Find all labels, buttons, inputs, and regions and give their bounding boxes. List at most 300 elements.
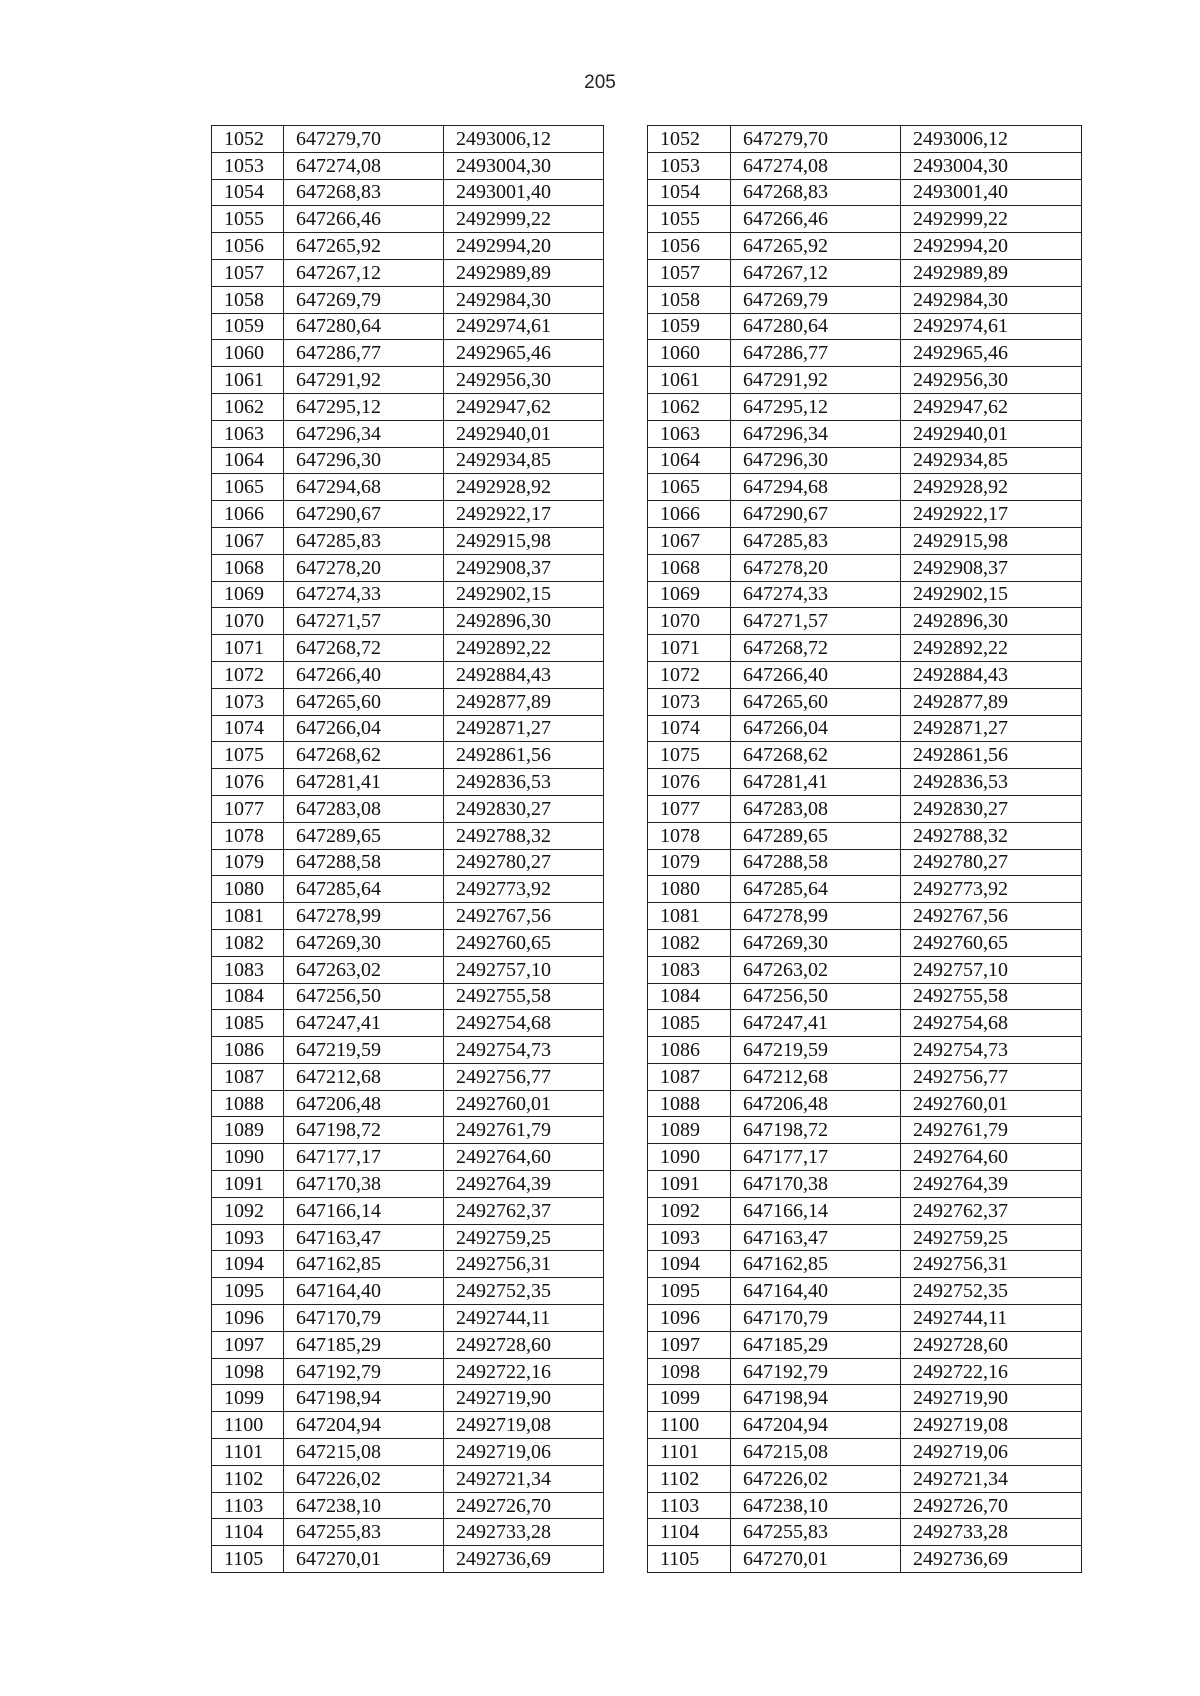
left-y-coordinate-cell: 2492902,15 [444, 581, 604, 608]
left-x-coordinate-cell: 647177,17 [284, 1144, 444, 1171]
column-gap [604, 474, 648, 501]
right-point-number-cell: 1058 [648, 286, 731, 313]
right-point-number-cell: 1091 [648, 1171, 731, 1198]
coordinates-table-body [212, 126, 1082, 1573]
left-y-coordinate-cell: 2492871,27 [444, 715, 604, 742]
table-row [212, 447, 1082, 474]
right-y-coordinate-cell: 2492756,77 [901, 1063, 1082, 1090]
column-gap [604, 956, 648, 983]
right-x-coordinate-cell: 647204,94 [731, 1412, 901, 1439]
left-y-coordinate-cell: 2492764,39 [444, 1171, 604, 1198]
left-y-coordinate-cell: 2492915,98 [444, 527, 604, 554]
right-x-coordinate-cell: 647162,85 [731, 1251, 901, 1278]
right-y-coordinate-cell: 2492994,20 [901, 233, 1082, 260]
table-row [212, 393, 1082, 420]
right-x-coordinate-cell: 647265,92 [731, 233, 901, 260]
table-row [212, 126, 1082, 153]
right-y-coordinate-cell: 2493004,30 [901, 152, 1082, 179]
left-point-number-cell: 1076 [212, 769, 284, 796]
right-point-number-cell: 1077 [648, 795, 731, 822]
table-row [212, 1090, 1082, 1117]
right-x-coordinate-cell: 647215,08 [731, 1439, 901, 1466]
right-x-coordinate-cell: 647268,62 [731, 742, 901, 769]
right-x-coordinate-cell: 647285,64 [731, 876, 901, 903]
left-x-coordinate-cell: 647162,85 [284, 1251, 444, 1278]
right-y-coordinate-cell: 2492760,01 [901, 1090, 1082, 1117]
right-point-number-cell: 1053 [648, 152, 731, 179]
left-point-number-cell: 1065 [212, 474, 284, 501]
right-point-number-cell: 1060 [648, 340, 731, 367]
left-x-coordinate-cell: 647268,83 [284, 179, 444, 206]
left-y-coordinate-cell: 2493001,40 [444, 179, 604, 206]
table-row [212, 1412, 1082, 1439]
right-x-coordinate-cell: 647226,02 [731, 1465, 901, 1492]
left-point-number-cell: 1052 [212, 126, 284, 153]
table-row [212, 206, 1082, 233]
table-row [212, 929, 1082, 956]
column-gap [604, 1197, 648, 1224]
right-y-coordinate-cell: 2492934,85 [901, 447, 1082, 474]
right-y-coordinate-cell: 2492836,53 [901, 769, 1082, 796]
right-point-number-cell: 1075 [648, 742, 731, 769]
right-point-number-cell: 1104 [648, 1519, 731, 1546]
right-x-coordinate-cell: 647286,77 [731, 340, 901, 367]
left-y-coordinate-cell: 2492767,56 [444, 903, 604, 930]
right-y-coordinate-cell: 2492764,39 [901, 1171, 1082, 1198]
column-gap [604, 527, 648, 554]
right-point-number-cell: 1070 [648, 608, 731, 635]
right-x-coordinate-cell: 647274,08 [731, 152, 901, 179]
right-y-coordinate-cell: 2492965,46 [901, 340, 1082, 367]
left-y-coordinate-cell: 2492764,60 [444, 1144, 604, 1171]
left-point-number-cell: 1069 [212, 581, 284, 608]
right-point-number-cell: 1080 [648, 876, 731, 903]
right-x-coordinate-cell: 647266,46 [731, 206, 901, 233]
left-y-coordinate-cell: 2492752,35 [444, 1278, 604, 1305]
left-point-number-cell: 1102 [212, 1465, 284, 1492]
right-y-coordinate-cell: 2492780,27 [901, 849, 1082, 876]
right-y-coordinate-cell: 2493006,12 [901, 126, 1082, 153]
left-x-coordinate-cell: 647270,01 [284, 1546, 444, 1573]
column-gap [604, 1412, 648, 1439]
left-y-coordinate-cell: 2492965,46 [444, 340, 604, 367]
column-gap [604, 447, 648, 474]
right-y-coordinate-cell: 2492764,60 [901, 1144, 1082, 1171]
column-gap [604, 742, 648, 769]
left-x-coordinate-cell: 647283,08 [284, 795, 444, 822]
left-y-coordinate-cell: 2492728,60 [444, 1331, 604, 1358]
left-point-number-cell: 1068 [212, 554, 284, 581]
left-y-coordinate-cell: 2492989,89 [444, 259, 604, 286]
right-point-number-cell: 1079 [648, 849, 731, 876]
left-point-number-cell: 1105 [212, 1546, 284, 1573]
left-y-coordinate-cell: 2492940,01 [444, 420, 604, 447]
column-gap [604, 608, 648, 635]
right-point-number-cell: 1105 [648, 1546, 731, 1573]
right-point-number-cell: 1061 [648, 367, 731, 394]
right-y-coordinate-cell: 2493001,40 [901, 179, 1082, 206]
right-x-coordinate-cell: 647296,30 [731, 447, 901, 474]
left-point-number-cell: 1059 [212, 313, 284, 340]
right-y-coordinate-cell: 2492752,35 [901, 1278, 1082, 1305]
table-row [212, 983, 1082, 1010]
right-point-number-cell: 1054 [648, 179, 731, 206]
left-x-coordinate-cell: 647268,62 [284, 742, 444, 769]
table-row [212, 1224, 1082, 1251]
left-point-number-cell: 1100 [212, 1412, 284, 1439]
right-x-coordinate-cell: 647206,48 [731, 1090, 901, 1117]
right-point-number-cell: 1100 [648, 1412, 731, 1439]
right-y-coordinate-cell: 2492940,01 [901, 420, 1082, 447]
right-x-coordinate-cell: 647238,10 [731, 1492, 901, 1519]
left-point-number-cell: 1094 [212, 1251, 284, 1278]
right-x-coordinate-cell: 647280,64 [731, 313, 901, 340]
left-y-coordinate-cell: 2492861,56 [444, 742, 604, 769]
left-y-coordinate-cell: 2492896,30 [444, 608, 604, 635]
table-row [212, 822, 1082, 849]
right-point-number-cell: 1062 [648, 393, 731, 420]
table-row [212, 1278, 1082, 1305]
left-point-number-cell: 1096 [212, 1305, 284, 1332]
left-point-number-cell: 1080 [212, 876, 284, 903]
left-x-coordinate-cell: 647256,50 [284, 983, 444, 1010]
right-y-coordinate-cell: 2492719,06 [901, 1439, 1082, 1466]
table-row [212, 715, 1082, 742]
right-y-coordinate-cell: 2492999,22 [901, 206, 1082, 233]
table-row [212, 501, 1082, 528]
right-point-number-cell: 1068 [648, 554, 731, 581]
table-row [212, 1037, 1082, 1064]
left-point-number-cell: 1098 [212, 1358, 284, 1385]
left-x-coordinate-cell: 647263,02 [284, 956, 444, 983]
table-row [212, 956, 1082, 983]
left-y-coordinate-cell: 2492754,68 [444, 1010, 604, 1037]
table-row [212, 474, 1082, 501]
left-y-coordinate-cell: 2492722,16 [444, 1358, 604, 1385]
left-y-coordinate-cell: 2492947,62 [444, 393, 604, 420]
left-x-coordinate-cell: 647215,08 [284, 1439, 444, 1466]
left-x-coordinate-cell: 647198,72 [284, 1117, 444, 1144]
column-gap [604, 1037, 648, 1064]
right-x-coordinate-cell: 647271,57 [731, 608, 901, 635]
left-point-number-cell: 1075 [212, 742, 284, 769]
left-point-number-cell: 1089 [212, 1117, 284, 1144]
column-gap [604, 1117, 648, 1144]
left-point-number-cell: 1103 [212, 1492, 284, 1519]
left-y-coordinate-cell: 2493004,30 [444, 152, 604, 179]
left-point-number-cell: 1087 [212, 1063, 284, 1090]
right-point-number-cell: 1095 [648, 1278, 731, 1305]
left-y-coordinate-cell: 2492877,89 [444, 688, 604, 715]
right-point-number-cell: 1089 [648, 1117, 731, 1144]
right-x-coordinate-cell: 647256,50 [731, 983, 901, 1010]
left-y-coordinate-cell: 2492762,37 [444, 1197, 604, 1224]
column-gap [604, 152, 648, 179]
left-point-number-cell: 1093 [212, 1224, 284, 1251]
left-y-coordinate-cell: 2492780,27 [444, 849, 604, 876]
table-row [212, 233, 1082, 260]
column-gap [604, 849, 648, 876]
right-x-coordinate-cell: 647278,99 [731, 903, 901, 930]
left-point-number-cell: 1090 [212, 1144, 284, 1171]
left-point-number-cell: 1101 [212, 1439, 284, 1466]
left-point-number-cell: 1091 [212, 1171, 284, 1198]
right-y-coordinate-cell: 2492896,30 [901, 608, 1082, 635]
right-x-coordinate-cell: 647266,04 [731, 715, 901, 742]
right-point-number-cell: 1103 [648, 1492, 731, 1519]
left-point-number-cell: 1079 [212, 849, 284, 876]
left-x-coordinate-cell: 647269,30 [284, 929, 444, 956]
column-gap [604, 367, 648, 394]
right-point-number-cell: 1081 [648, 903, 731, 930]
right-point-number-cell: 1092 [648, 1197, 731, 1224]
left-x-coordinate-cell: 647163,47 [284, 1224, 444, 1251]
right-x-coordinate-cell: 647291,92 [731, 367, 901, 394]
left-y-coordinate-cell: 2492788,32 [444, 822, 604, 849]
left-point-number-cell: 1082 [212, 929, 284, 956]
table-row [212, 608, 1082, 635]
right-point-number-cell: 1097 [648, 1331, 731, 1358]
column-gap [604, 903, 648, 930]
column-gap [604, 1492, 648, 1519]
right-x-coordinate-cell: 647198,72 [731, 1117, 901, 1144]
left-point-number-cell: 1077 [212, 795, 284, 822]
left-x-coordinate-cell: 647285,83 [284, 527, 444, 554]
right-x-coordinate-cell: 647163,47 [731, 1224, 901, 1251]
left-x-coordinate-cell: 647204,94 [284, 1412, 444, 1439]
left-x-coordinate-cell: 647271,57 [284, 608, 444, 635]
right-y-coordinate-cell: 2492761,79 [901, 1117, 1082, 1144]
column-gap [604, 661, 648, 688]
left-x-coordinate-cell: 647226,02 [284, 1465, 444, 1492]
left-point-number-cell: 1085 [212, 1010, 284, 1037]
left-point-number-cell: 1097 [212, 1331, 284, 1358]
left-point-number-cell: 1063 [212, 420, 284, 447]
right-y-coordinate-cell: 2492956,30 [901, 367, 1082, 394]
right-point-number-cell: 1096 [648, 1305, 731, 1332]
right-point-number-cell: 1094 [648, 1251, 731, 1278]
left-y-coordinate-cell: 2492757,10 [444, 956, 604, 983]
right-y-coordinate-cell: 2492892,22 [901, 635, 1082, 662]
right-x-coordinate-cell: 647279,70 [731, 126, 901, 153]
left-point-number-cell: 1053 [212, 152, 284, 179]
right-x-coordinate-cell: 647266,40 [731, 661, 901, 688]
right-y-coordinate-cell: 2492928,92 [901, 474, 1082, 501]
column-gap [604, 715, 648, 742]
right-y-coordinate-cell: 2492861,56 [901, 742, 1082, 769]
left-point-number-cell: 1064 [212, 447, 284, 474]
right-x-coordinate-cell: 647294,68 [731, 474, 901, 501]
left-x-coordinate-cell: 647279,70 [284, 126, 444, 153]
right-point-number-cell: 1057 [648, 259, 731, 286]
left-point-number-cell: 1081 [212, 903, 284, 930]
right-point-number-cell: 1071 [648, 635, 731, 662]
left-point-number-cell: 1057 [212, 259, 284, 286]
left-point-number-cell: 1083 [212, 956, 284, 983]
table-row [212, 661, 1082, 688]
left-y-coordinate-cell: 2492830,27 [444, 795, 604, 822]
right-point-number-cell: 1065 [648, 474, 731, 501]
column-gap [604, 1063, 648, 1090]
right-point-number-cell: 1093 [648, 1224, 731, 1251]
right-y-coordinate-cell: 2492759,25 [901, 1224, 1082, 1251]
right-y-coordinate-cell: 2492830,27 [901, 795, 1082, 822]
column-gap [604, 554, 648, 581]
left-y-coordinate-cell: 2492726,70 [444, 1492, 604, 1519]
table-row [212, 1063, 1082, 1090]
left-x-coordinate-cell: 647294,68 [284, 474, 444, 501]
right-point-number-cell: 1069 [648, 581, 731, 608]
left-point-number-cell: 1055 [212, 206, 284, 233]
right-x-coordinate-cell: 647285,83 [731, 527, 901, 554]
left-x-coordinate-cell: 647296,30 [284, 447, 444, 474]
left-y-coordinate-cell: 2492760,01 [444, 1090, 604, 1117]
table-row [212, 581, 1082, 608]
left-y-coordinate-cell: 2492892,22 [444, 635, 604, 662]
left-y-coordinate-cell: 2492908,37 [444, 554, 604, 581]
right-point-number-cell: 1076 [648, 769, 731, 796]
table-row [212, 903, 1082, 930]
column-gap [604, 876, 648, 903]
left-y-coordinate-cell: 2492761,79 [444, 1117, 604, 1144]
left-x-coordinate-cell: 647286,77 [284, 340, 444, 367]
left-y-coordinate-cell: 2492756,31 [444, 1251, 604, 1278]
column-gap [604, 1358, 648, 1385]
column-gap [604, 1010, 648, 1037]
column-gap [604, 635, 648, 662]
left-point-number-cell: 1060 [212, 340, 284, 367]
table-row [212, 554, 1082, 581]
right-x-coordinate-cell: 647170,38 [731, 1171, 901, 1198]
left-x-coordinate-cell: 647198,94 [284, 1385, 444, 1412]
right-point-number-cell: 1063 [648, 420, 731, 447]
right-y-coordinate-cell: 2492726,70 [901, 1492, 1082, 1519]
right-point-number-cell: 1085 [648, 1010, 731, 1037]
table-row [212, 420, 1082, 447]
right-y-coordinate-cell: 2492922,17 [901, 501, 1082, 528]
left-point-number-cell: 1056 [212, 233, 284, 260]
right-point-number-cell: 1059 [648, 313, 731, 340]
left-y-coordinate-cell: 2493006,12 [444, 126, 604, 153]
right-y-coordinate-cell: 2492721,34 [901, 1465, 1082, 1492]
table-row [212, 1171, 1082, 1198]
column-gap [604, 929, 648, 956]
right-y-coordinate-cell: 2492974,61 [901, 313, 1082, 340]
right-point-number-cell: 1087 [648, 1063, 731, 1090]
left-point-number-cell: 1092 [212, 1197, 284, 1224]
left-x-coordinate-cell: 647280,64 [284, 313, 444, 340]
right-point-number-cell: 1099 [648, 1385, 731, 1412]
table-row [212, 1305, 1082, 1332]
right-y-coordinate-cell: 2492908,37 [901, 554, 1082, 581]
column-gap [604, 983, 648, 1010]
right-point-number-cell: 1083 [648, 956, 731, 983]
left-point-number-cell: 1073 [212, 688, 284, 715]
column-gap [604, 795, 648, 822]
left-point-number-cell: 1067 [212, 527, 284, 554]
left-y-coordinate-cell: 2492721,34 [444, 1465, 604, 1492]
left-y-coordinate-cell: 2492999,22 [444, 206, 604, 233]
left-y-coordinate-cell: 2492719,90 [444, 1385, 604, 1412]
left-x-coordinate-cell: 647269,79 [284, 286, 444, 313]
right-point-number-cell: 1098 [648, 1358, 731, 1385]
table-row [212, 1010, 1082, 1037]
column-gap [604, 1171, 648, 1198]
column-gap [604, 1331, 648, 1358]
right-point-number-cell: 1090 [648, 1144, 731, 1171]
right-x-coordinate-cell: 647166,14 [731, 1197, 901, 1224]
left-x-coordinate-cell: 647265,60 [284, 688, 444, 715]
left-point-number-cell: 1088 [212, 1090, 284, 1117]
left-y-coordinate-cell: 2492755,58 [444, 983, 604, 1010]
right-point-number-cell: 1074 [648, 715, 731, 742]
left-y-coordinate-cell: 2492754,73 [444, 1037, 604, 1064]
table-row [212, 1546, 1082, 1573]
right-x-coordinate-cell: 647263,02 [731, 956, 901, 983]
right-y-coordinate-cell: 2492736,69 [901, 1546, 1082, 1573]
right-point-number-cell: 1082 [648, 929, 731, 956]
right-y-coordinate-cell: 2492757,10 [901, 956, 1082, 983]
right-y-coordinate-cell: 2492719,90 [901, 1385, 1082, 1412]
right-x-coordinate-cell: 647268,72 [731, 635, 901, 662]
right-y-coordinate-cell: 2492984,30 [901, 286, 1082, 313]
column-gap [604, 1385, 648, 1412]
left-x-coordinate-cell: 647170,79 [284, 1305, 444, 1332]
right-x-coordinate-cell: 647164,40 [731, 1278, 901, 1305]
left-y-coordinate-cell: 2492733,28 [444, 1519, 604, 1546]
right-x-coordinate-cell: 647219,59 [731, 1037, 901, 1064]
right-y-coordinate-cell: 2492754,68 [901, 1010, 1082, 1037]
right-x-coordinate-cell: 647247,41 [731, 1010, 901, 1037]
left-x-coordinate-cell: 647281,41 [284, 769, 444, 796]
left-x-coordinate-cell: 647255,83 [284, 1519, 444, 1546]
left-y-coordinate-cell: 2492994,20 [444, 233, 604, 260]
table-row [212, 1385, 1082, 1412]
left-x-coordinate-cell: 647266,46 [284, 206, 444, 233]
table-row [212, 179, 1082, 206]
right-y-coordinate-cell: 2492756,31 [901, 1251, 1082, 1278]
right-y-coordinate-cell: 2492762,37 [901, 1197, 1082, 1224]
column-gap [604, 313, 648, 340]
right-y-coordinate-cell: 2492947,62 [901, 393, 1082, 420]
left-point-number-cell: 1078 [212, 822, 284, 849]
right-y-coordinate-cell: 2492773,92 [901, 876, 1082, 903]
right-y-coordinate-cell: 2492884,43 [901, 661, 1082, 688]
left-y-coordinate-cell: 2492719,06 [444, 1439, 604, 1466]
right-x-coordinate-cell: 647289,65 [731, 822, 901, 849]
table-row [212, 1492, 1082, 1519]
right-x-coordinate-cell: 647278,20 [731, 554, 901, 581]
right-point-number-cell: 1102 [648, 1465, 731, 1492]
table-row [212, 1358, 1082, 1385]
left-x-coordinate-cell: 647285,64 [284, 876, 444, 903]
coordinates-table [211, 125, 1082, 1573]
left-y-coordinate-cell: 2492760,65 [444, 929, 604, 956]
left-x-coordinate-cell: 647192,79 [284, 1358, 444, 1385]
left-x-coordinate-cell: 647278,99 [284, 903, 444, 930]
right-point-number-cell: 1055 [648, 206, 731, 233]
left-x-coordinate-cell: 647290,67 [284, 501, 444, 528]
left-y-coordinate-cell: 2492756,77 [444, 1063, 604, 1090]
left-y-coordinate-cell: 2492836,53 [444, 769, 604, 796]
left-y-coordinate-cell: 2492744,11 [444, 1305, 604, 1332]
right-y-coordinate-cell: 2492902,15 [901, 581, 1082, 608]
right-x-coordinate-cell: 647288,58 [731, 849, 901, 876]
right-x-coordinate-cell: 647255,83 [731, 1519, 901, 1546]
right-y-coordinate-cell: 2492719,08 [901, 1412, 1082, 1439]
column-gap [604, 206, 648, 233]
left-x-coordinate-cell: 647185,29 [284, 1331, 444, 1358]
